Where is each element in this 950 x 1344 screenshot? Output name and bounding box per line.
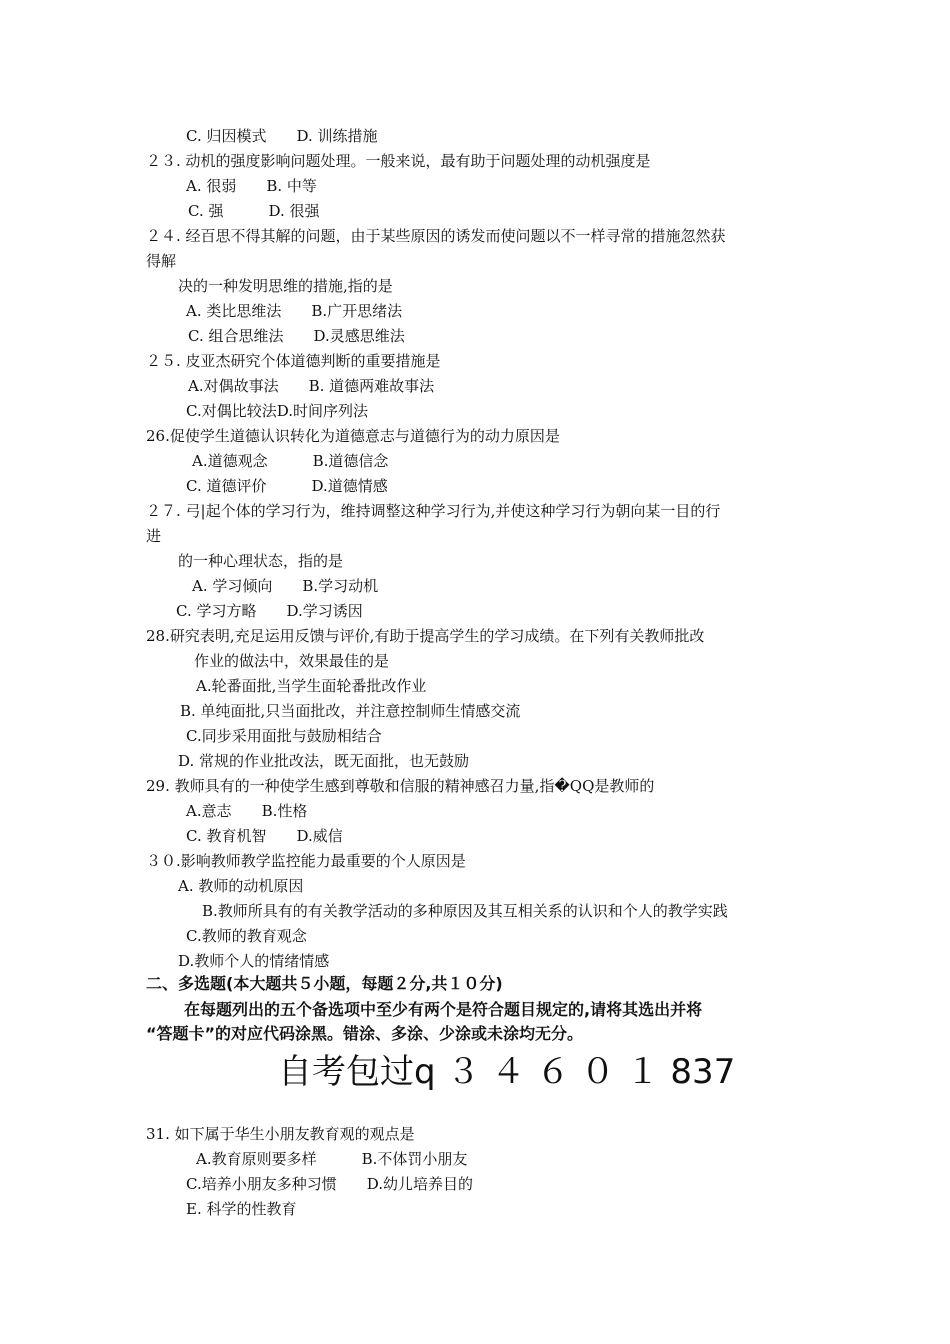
q31-option-e: E. 科学的性教育 (186, 1200, 297, 1218)
section-instruction-1: 在每题列出的五个备选项中至少有两个是符合题目规定的,请将其选出并将 (184, 1000, 703, 1019)
q26-stem: 26.促使学生道德认识转化为道德意志与道德行为的动力原因是 (146, 427, 560, 445)
q24-options-ab: A. 类比思维法 B.广开思绪法 (186, 302, 403, 320)
q26-options-cd: C. 道德评价 D.道德情感 (186, 477, 388, 495)
section-instruction-2: “答题卡”的对应代码涂黑。错涂、多涂、少涂或未涂均无分。 (146, 1024, 584, 1043)
contact-banner: 自考包过q ３ ４ ６ ０ １ 837 (278, 1052, 736, 1092)
q31-stem: 31. 如下属于华生小朋友教育观的观点是 (146, 1125, 415, 1143)
q30-stem: ３０.影响教师教学监控能力最重要的个人原因是 (146, 852, 466, 870)
section-heading: 二、多选题(本大题共５小题，每题２分,共１０分) (146, 974, 503, 993)
q24-stem-cont: 得解 (146, 252, 177, 270)
q27-stem: ２７. 弓|起个体的学习行为，维持调整这种学习行为,并使这种学习行为朝向某一目的行 (146, 502, 721, 520)
q28-option-b: B. 单纯面批,只当面批改，并注意控制师生情感交流 (180, 702, 521, 720)
q29-options-ab: A.意志 B.性格 (186, 802, 308, 820)
q28-option-c: C.同步采用面批与鼓励相结合 (186, 727, 382, 745)
q31-options-ab: A.教育原则要多样 B.不体罚小朋友 (196, 1150, 468, 1168)
q27-options-cd: C. 学习方略 D.学习诱因 (176, 602, 363, 620)
q25-options-cd: C.对偶比较法D.时间序列法 (186, 402, 368, 420)
q23-stem: ２３. 动机的强度影响问题处理。一般来说，最有助于问题处理的动机强度是 (146, 152, 651, 170)
q23-options-cd: C. 强 D. 很强 (188, 202, 320, 220)
q26-options-ab: A.道德观念 B.道德信念 (192, 452, 389, 470)
q27-stem-cont2: 的一种心理状态，指的是 (178, 552, 344, 570)
q22-options-cd: C. 归因模式 D. 训练措施 (186, 127, 378, 145)
q30-option-a: A. 教师的动机原因 (178, 877, 304, 895)
q27-options-ab: A. 学习倾向 B.学习动机 (192, 577, 379, 595)
q31-options-cd: C.培养小朋友多种习惯 D.幼儿培养目的 (186, 1175, 473, 1193)
q30-option-b: B.教师所具有的有关教学活动的多种原因及其互相关系的认识和个人的教学实践 (202, 902, 728, 920)
q23-options-ab: A. 很弱 B. 中等 (186, 177, 317, 195)
q29-options-cd: C. 教育机智 D.威信 (186, 827, 343, 845)
q24-stem-cont2: 决的一种发明思维的措施,指的是 (178, 277, 393, 295)
q24-options-cd: C. 组合思维法 D.灵感思维法 (188, 327, 405, 345)
q29-stem: 29. 教师具有的一种使学生感到尊敬和信服的精神感召力量,指�QQ是教师的 (146, 777, 655, 795)
q30-option-c: C.教师的教育观念 (186, 927, 307, 945)
q28-option-a: A.轮番面批,当学生面轮番批改作业 (196, 677, 427, 695)
q28-stem-cont: 作业的做法中，效果最佳的是 (194, 652, 390, 670)
q25-stem: ２５. 皮亚杰研究个体道德判断的重要措施是 (146, 352, 441, 370)
q27-stem-cont: 进 (146, 527, 162, 545)
q28-option-d: D. 常规的作业批改法，既无面批，也无鼓励 (178, 752, 470, 770)
q30-option-d: D.教师个人的情绪情感 (178, 952, 330, 970)
q28-stem: 28.研究表明,充足运用反馈与评价,有助于提高学生的学习成绩。在下列有关教师批改 (146, 627, 705, 645)
q24-stem: ２４. 经百思不得其解的问题，由于某些原因的诱发而使问题以不一样寻常的措施忽然获 (146, 227, 726, 245)
q25-options-ab: A.对偶故事法 B. 道德两难故事法 (188, 377, 435, 395)
